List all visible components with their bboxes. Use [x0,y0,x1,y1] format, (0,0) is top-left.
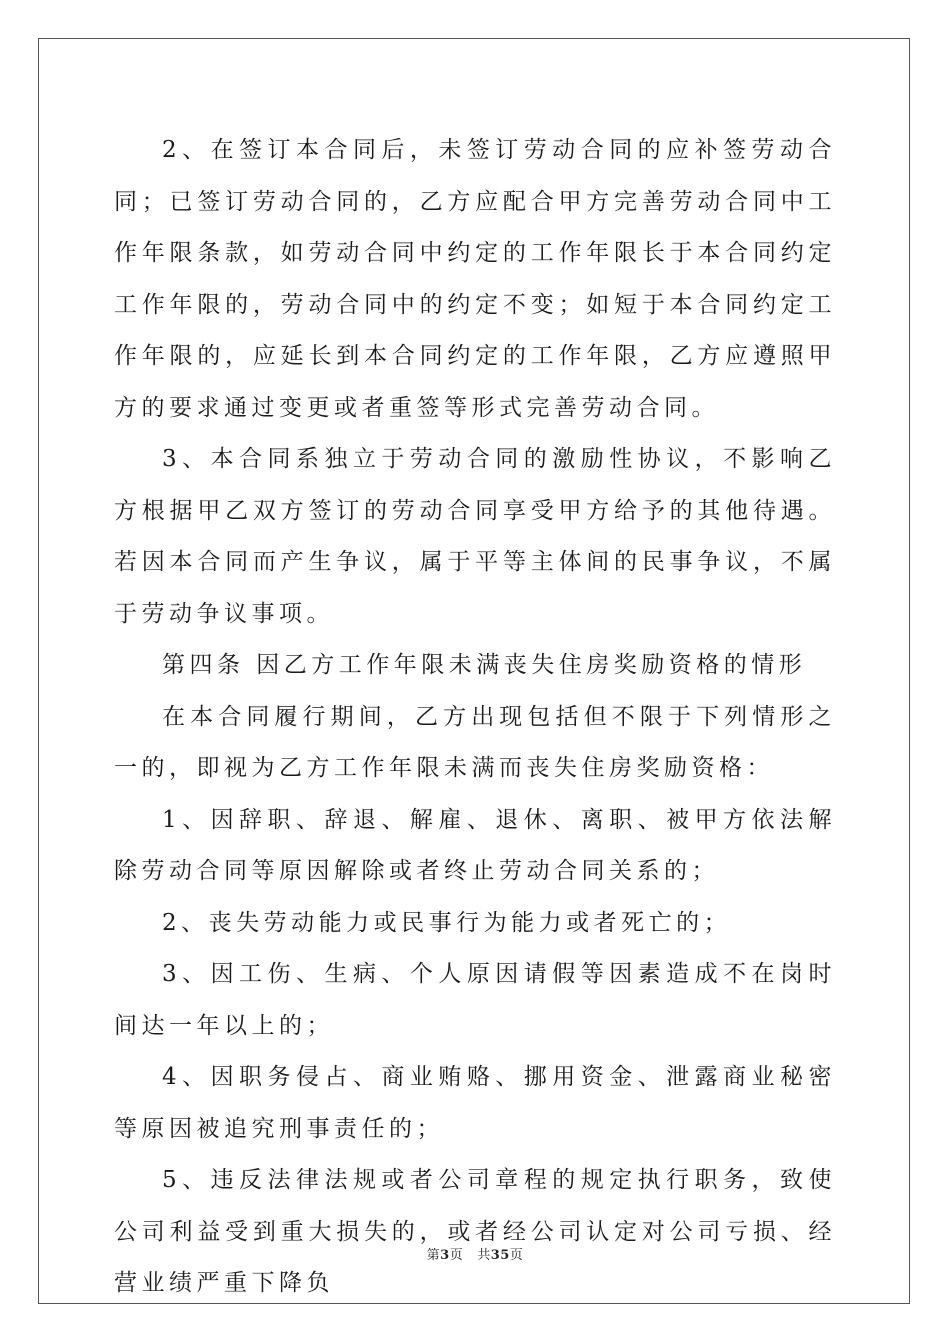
page-footer [0,1244,950,1263]
list-item-5: 5、违反法律法规或者公司章程的规定执行职务，致使公司利益受到重大损失的，或者经公司认定对公司亏损、经营业绩严重下降负 [114,1167,836,1296]
paragraph-clause-3: 3、本合同系独立于劳动合同的激励性协议，不影响乙方根据甲乙双方签订的劳动合同享受甲方给予的其他待遇。若因本合同而产生争议，属于平等主体间的民事争议，不属于劳动争议事项。 [114,446,836,627]
paragraph-clause-2: 2、在签订本合同后，未签订劳动合同的应补签劳动合同；已签订劳动合同的，乙方应配合甲方完善劳动合同中工作年限条款，如劳动合同中约定的工作年限长于本合同约定工作年限的，劳动合同中的约定不变；如短于本合同约定工作年限的，应延长到本合同约定的工作年限，乙方应遵照甲方的要求通过变更或者重签等形式完善劳动合同。 [114,137,836,421]
page-suffix: 页 [449,1248,464,1263]
page-prefix: 第 [426,1248,441,1263]
total-suffix: 页 [509,1248,524,1263]
page-number: 3 [440,1248,450,1263]
list-item-4: 4、因职务侵占、商业贿赂、挪用资金、泄露商业秘密等原因被追究刑事责任的； [114,1064,836,1142]
paragraph-article-4-intro: 在本合同履行期间，乙方出现包括但不限于下列情形之一的，即视为乙方工作年限未满而丧失住房奖励资格： [114,703,836,781]
list-item-3: 3、因工伤、生病、个人原因请假等因素造成不在岗时间达一年以上的； [114,961,836,1039]
article-4-heading: 第四条 因乙方工作年限未满丧失住房奖励资格的情形 [162,652,807,678]
list-item-1: 1、因辞职、辞退、解雇、退休、离职、被甲方依法解除劳动合同等原因解除或者终止劳动合同关系的； [114,806,836,884]
list-item-2: 2、丧失劳动能力或民事行为能力或者死亡的； [162,909,732,936]
document-body [114,125,836,1310]
total-prefix: 共 [477,1248,491,1263]
total-pages: 35 [490,1248,510,1263]
